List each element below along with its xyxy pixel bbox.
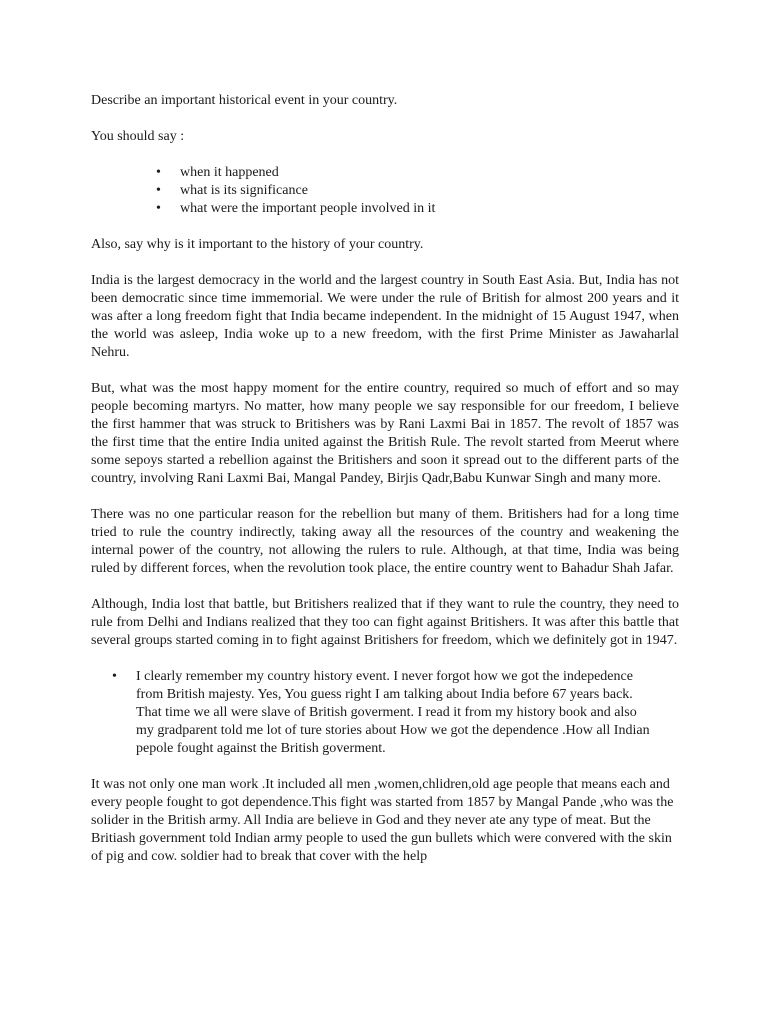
body-paragraph-last: It was not only one man work .It included all men ,women,chlidren,old age people that means each and every people fought to got dependence.This fight was started from 1857 by Mangal Pande ,who was the solider in the British army. All India are believe in God and they never ate any type of meat. But the Britiash government told Indian army people to used the gun bullets which were convered with the skin of pig and cow. soldier had to break that cover with the help <box>91 777 674 864</box>
also-line: Also, say why is it important to the history of your country. <box>91 237 424 252</box>
bullet-icon: • <box>112 669 117 684</box>
list-item <box>91 164 679 182</box>
list-item-text: when it happened <box>180 165 279 180</box>
list-item <box>91 182 679 200</box>
memory-bullet-list <box>91 668 679 758</box>
bullet-icon: • <box>156 165 161 180</box>
body-paragraph: Although, India lost that battle, but Britishers realized that if they want to rule the country, they need to rule from Delhi and Indians realized that they too can fight against Britishers. It was after this battle that several groups started coming in to fight against Britishers for freedom, which we definitely got in 1947. <box>91 597 679 648</box>
prompt-line: Describe an important historical event in your country. <box>91 93 398 108</box>
body-paragraph: India is the largest democracy in the world and the largest country in South East Asia. But, India has not been democratic since time immemorial. We were under the rule of British for almost 200 years and it was after a long freedom fight that India became independent. In the midnight of 15 August 1947, when the world was asleep, India woke up to a new freedom, with the first Prime Minister as Jawaharlal Nehru. <box>91 273 679 360</box>
bullet-icon: • <box>156 183 161 198</box>
list-item-text: what is its significance <box>180 183 308 198</box>
list-item-text: I clearly remember my country history event. I never forgot how we got the indepedence from British majesty. Yes, You guess right I am talking about India before 67 years back. That time we all were slave of British goverment. I read it from my history book and also my gradparent told me lot of ture stories about How we got the dependence .How all Indian pepole fought against the British goverment. <box>136 669 650 756</box>
document-body <box>91 92 679 884</box>
should-say-line: You should say : <box>91 129 185 144</box>
prompt-bullet-list <box>91 164 679 218</box>
body-paragraph: But, what was the most happy moment for the entire country, required so much of effort and so may people becoming martyrs. No matter, how many people we say responsible for our freedom, I believe the first hammer that was struck to Britishers was by Rani Laxmi Bai in 1857. The revolt of 1857 was the first time that the entire India united against the British Rule. The revolt started from Meerut where some sepoys started a rebellion against the Britishers and soon it spread out to the different parts of the country, involving Rani Laxmi Bai, Mangal Pandey, Birjis Qadr,Babu Kunwar Singh and many more. <box>91 381 679 486</box>
list-item-text: what were the important people involved in it <box>180 201 436 216</box>
body-paragraph: There was no one particular reason for the rebellion but many of them. Britishers had for a long time tried to rule the country indirectly, taking away all the resources of the country and weakening the internal power of the country, not allowing the rulers to rule. Although, at that time, India was being ruled by different forces, when the revolution took place, the entire country went to Bahadur Shah Jafar. <box>91 507 679 576</box>
list-item <box>91 200 679 218</box>
bullet-icon: • <box>156 201 161 216</box>
list-item <box>91 668 655 758</box>
